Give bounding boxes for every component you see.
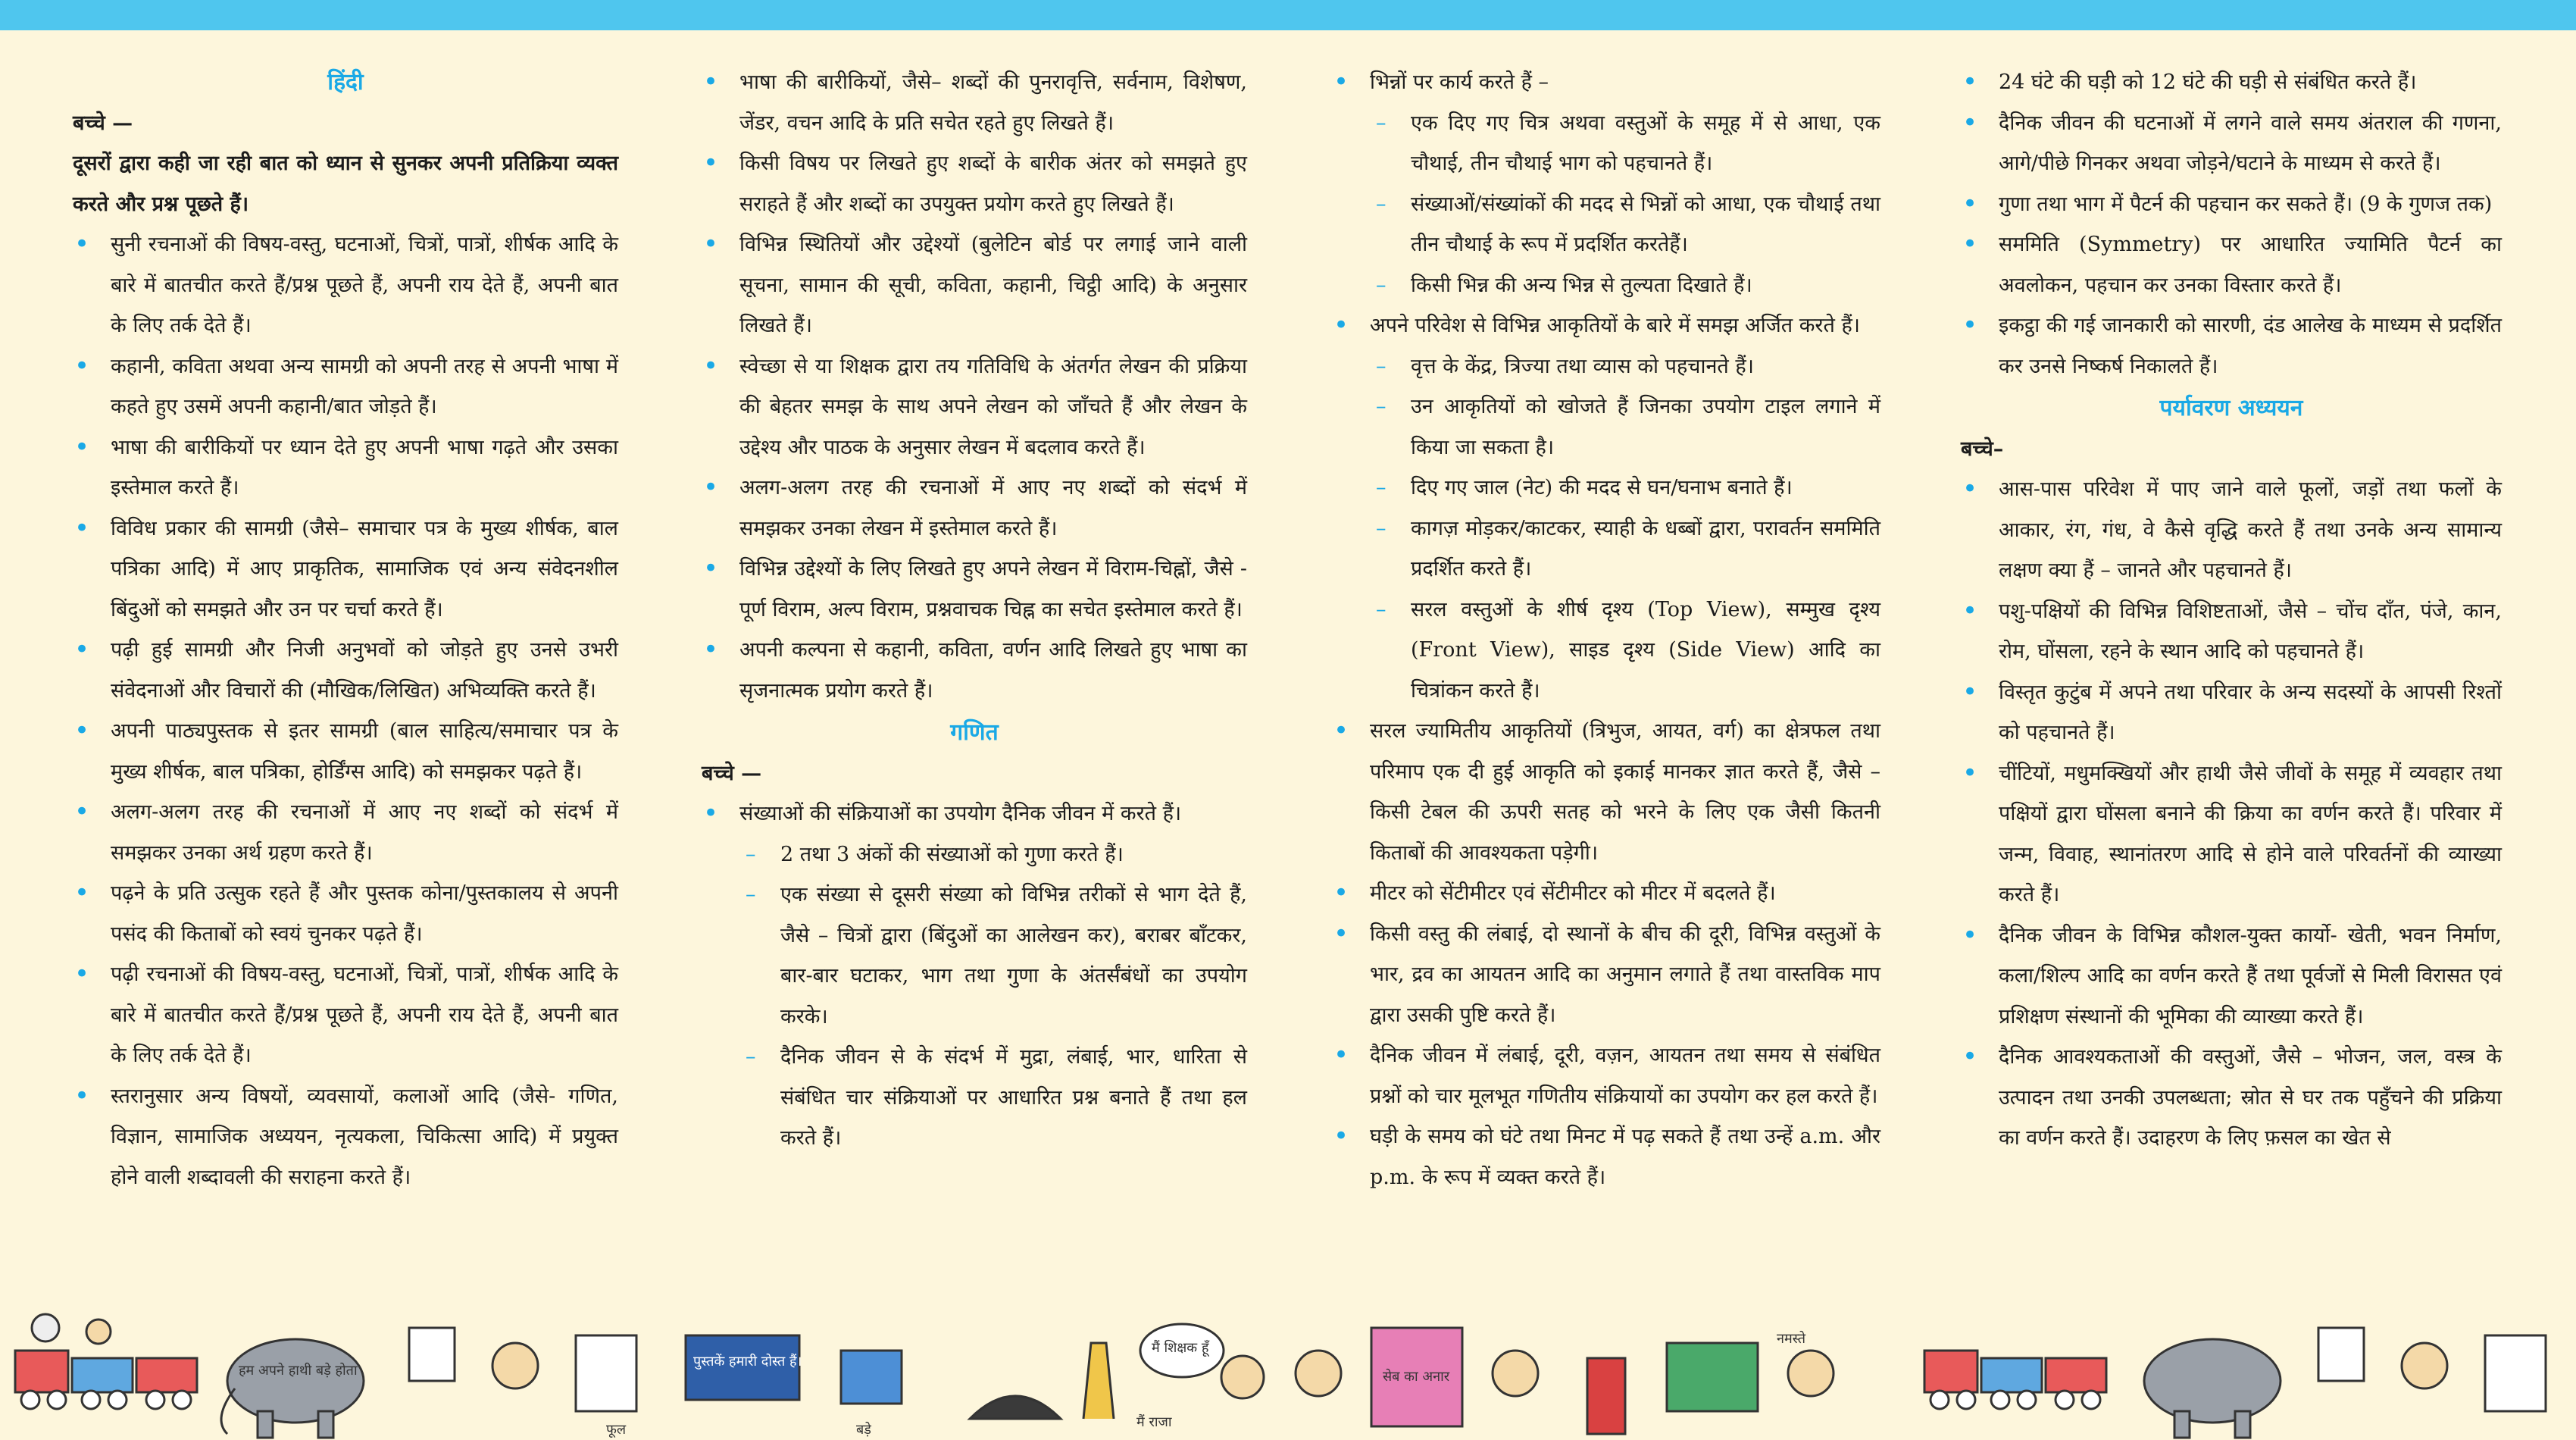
- list-item: • संख्याओं की संक्रियाओं का उपयोग दैनिक जीवन में करते हैं।: [702, 794, 1247, 834]
- giraffe-illustration: [1083, 1343, 1114, 1419]
- sub-list-item: – संख्याओं/संख्यांकों की मदद से भिन्नों को आधा, एक चौथाई तथा तीन चौथाई के रूप में प्रदर्शित करतेहैं।: [1332, 184, 1880, 265]
- column-math-evs: [1961, 62, 2502, 1159]
- sign-illustration: [2318, 1328, 2364, 1381]
- child-illustration: [2402, 1343, 2447, 1388]
- list-item: • आस-पास परिवेश में पाए जाने वाले फूलों, जड़ों तथा फलों के आकार, रंग, गंध, वे कैसे वृद्धि करते हैं तथा उनके अन्य सामान्य लक्षण क्या हैं – जानते और पहचानते हैं।: [1961, 469, 2502, 591]
- strip-label: सेब का अनार: [1383, 1369, 1450, 1385]
- easel-illustration: [576, 1335, 636, 1411]
- map-illustration: [1667, 1343, 1758, 1411]
- list-item: • भिन्नों पर कार्य करते हैं –: [1332, 62, 1880, 103]
- list-item: • अलग-अलग तरह की रचनाओं में आए नए शब्दों को संदर्भ में समझकर उनका अर्थ ग्रहण करते हैं।: [73, 792, 618, 873]
- list-item: • किसी विषय पर लिखते हुए शब्दों के बारीक अंतर को समझते हुए सराहते हैं और शब्दों का उपयुक्त प्रयोग करते हुए लिखते हैं।: [702, 143, 1247, 224]
- hindi-lead-text: दूसरों द्वारा कही जा रही बात को ध्यान से सुनकर अपनी प्रतिक्रिया व्यक्त करते और प्रश्न पूछते हैं।: [73, 152, 618, 216]
- column-hindi-1: [73, 62, 618, 1197]
- children-illustration: [0, 1305, 2576, 1440]
- train-illustration: [15, 1314, 197, 1409]
- list-item: • 24 घंटे की घड़ी को 12 घंटे की घड़ी से संबंधित करते हैं।: [1961, 62, 2502, 103]
- math-list-2: [1332, 62, 1880, 1197]
- sub-list-item: – दैनिक जीवन से के संदर्भ में मुद्रा, लंबाई, भार, धारिता से संबंधित चार संक्रियाओं पर आधारित प्रश्न बनाते हैं तथा हल करते हैं।: [702, 1037, 1247, 1159]
- list-item: • अपनी कल्पना से कहानी, कविता, वर्णन आदि लिखते हुए भाषा का सृजनात्मक प्रयोग करते हैं।: [702, 630, 1247, 711]
- evs-list: [1961, 469, 2502, 1159]
- child-illustration: [492, 1343, 538, 1388]
- list-item: • विभिन्न स्थितियों और उद्देश्यों (बुलेटिन बोर्ड पर लगाई जाने वाली सूचना, सामान की सूची, कविता, कहानी, चिट्ठी आदि) के अनुसार लिखते हैं।: [702, 224, 1247, 346]
- list-item: • पढ़ने के प्रति उत्सुक रहते हैं और पुस्तक कोना/पुस्तकालय से अपनी पसंद की किताबों को स्वयं चुनकर पढ़ते हैं।: [73, 873, 618, 954]
- list-item: • कहानी, कविता अथवा अन्य सामग्री को अपनी तरह से अपनी भाषा में कहते हुए उसमें अपनी कहानी/बात जोड़ते हैं।: [73, 346, 618, 427]
- children-label: बच्चे —: [702, 761, 762, 785]
- strip-label: मैं राजा: [1136, 1414, 1172, 1430]
- column-math-2: [1332, 62, 1880, 1197]
- sub-list-item: – वृत्त के केंद्र, त्रिज्या तथा व्यास को पहचानते हैं।: [1332, 346, 1880, 387]
- list-item: • किसी वस्तु की लंबाई, दो स्थानों के बीच की दूरी, विभिन्न वस्तुओं के भार, द्रव का आयतन आदि का अनुमान लगाते हैं तथा वास्तविक माप द्वारा उसकी पुष्टि करते हैं।: [1332, 914, 1880, 1036]
- strip-label: मैं शिक्षक हूँ: [1152, 1340, 1209, 1356]
- easel-illustration: [2485, 1335, 2546, 1411]
- column-hindi-math: [702, 62, 1247, 1159]
- list-item: • गुणा तथा भाग में पैटर्न की पहचान कर सकते हैं। (9 के गुणज तक): [1961, 184, 2502, 225]
- sub-list-item: – 2 तथा 3 अंकों की संख्याओं को गुणा करते हैं।: [702, 834, 1247, 875]
- list-item: • पढ़ी रचनाओं की विषय-वस्तु, घटनाओं, चित्रों, पात्रों, शीर्षक आदि के बारे में बातचीत करते हैं/प्रश्न पूछते हैं, अपनी राय देते हैं, अपनी बात के लिए तर्क देते हैं।: [73, 954, 618, 1076]
- hindi-list: [73, 224, 618, 1197]
- children-label: बच्चे —: [73, 111, 133, 135]
- list-item: • स्तरानुसार अन्य विषयों, व्यवसायों, कलाओं आदि (जैसे- गणित, विज्ञान, सामाजिक अध्ययन, नृत्यकला, चिकित्सा आदि) में प्रयुक्त होने वाली शब्दावली की सराहना करते हैं।: [73, 1076, 618, 1198]
- sub-list-item: – दिए गए जाल (नेट) की मदद से घन/घनाभ बनाते हैं।: [1332, 468, 1880, 509]
- elephant-illustration: [221, 1339, 364, 1438]
- list-item: • अपने परिवेश से विभिन्न आकृतियों के बारे में समझ अर्जित करते हैं।: [1332, 305, 1880, 346]
- sub-list-item: – सरल वस्तुओं के शीर्ष दृश्य (Top View), सम्मुख दृश्य (Front View), साइड दृश्य (Side View) आदि का चित्रांकन करते हैं।: [1332, 590, 1880, 712]
- list-item: • दैनिक आवश्यकताओं की वस्तुओं, जैसे – भोजन, जल, वस्त्र के उत्पादन तथा उनकी उपलब्धता; स्रोत से घर तक पहुँचने की प्रक्रिया का वर्णन करते हैं। उदाहरण के लिए फ़सल का खेत से: [1961, 1037, 2502, 1159]
- child-illustration: [1221, 1356, 1264, 1398]
- list-item: • स्वेच्छा से या शिक्षक द्वारा तय गतिविधि के अंतर्गत लेखन की प्रक्रिया की बेहतर समझ के साथ अपने लेखन को जाँचते हैं और लेखन के उद्देश्य और पाठक के अनुसार लेखन में बदलाव करते हैं।: [702, 346, 1247, 468]
- list-item: • सरल ज्यामितीय आकृतियों (त्रिभुज, आयत, वर्ग) का क्षेत्रफल तथा परिमाप एक दी हुई आकृति को इकाई मानकर ज्ञात करते हैं, जैसे – किसी टेबल की ऊपरी सतह को भरने के लिए एक जैसी कितनी किताबों की आवश्यकता पड़ेगी।: [1332, 711, 1880, 873]
- illustration-strip: [0, 1305, 2576, 1440]
- list-item: • मीटर को सेंटीमीटर एवं सेंटीमीटर को मीटर में बदलते हैं।: [1332, 873, 1880, 914]
- list-item: • अपनी पाठ्यपुस्तक से इतर सामग्री (बाल साहित्य/समाचार पत्र के मुख्य शीर्षक, बाल पत्रिका, होर्डिंग्स आदि) को समझकर पढ़ते हैं।: [73, 711, 618, 792]
- list-item: • अलग-अलग तरह की रचनाओं में आए नए शब्दों को संदर्भ में समझकर उनका लेखन में इस्तेमाल करते हैं।: [702, 468, 1247, 549]
- list-item: • पढ़ी हुई सामग्री और निजी अनुभवों को जोड़ते हुए उनसे उभरी संवेदनाओं और विचारों की (मौखिक/लिखित) अभिव्यक्ति करते हैं।: [73, 630, 618, 711]
- blue-board-illustration: [841, 1351, 902, 1404]
- hill-illustration: [970, 1396, 1061, 1419]
- sign-illustration: [409, 1328, 455, 1381]
- sub-list-item: – कागज़ मोड़कर/काटकर, स्याही के धब्बों द्वारा, परावर्तन सममिति प्रदर्शित करते हैं।: [1332, 509, 1880, 590]
- list-item: • विस्तृत कुटुंब में अपने तथा परिवार के अन्य सदस्यों के आपसी रिश्तों को पहचानते हैं।: [1961, 672, 2502, 753]
- list-item: • दैनिक जीवन की घटनाओं में लगने वाले समय अंतराल की गणना, आगे/पीछे गिनकर अथवा जोड़ने/घटाने के माध्यम से करते हैं।: [1961, 103, 2502, 184]
- list-item: • भाषा की बारीकियों पर ध्यान देते हुए अपनी भाषा गढ़ते और उसका इस्तेमाल करते हैं।: [73, 427, 618, 509]
- strip-label: हम अपने हाथी बड़े होता: [239, 1363, 358, 1379]
- list-item: • विभिन्न उद्देश्यों के लिए लिखते हुए अपने लेखन में विराम-चिह्नों, जैसे - पूर्ण विराम, अल्प विराम, प्रश्नवाचक चिह्न का सचेत इस्तेमाल करते हैं।: [702, 549, 1247, 630]
- postbox-illustration: [1587, 1358, 1625, 1434]
- list-item: • भाषा की बारीकियों, जैसे– शब्दों की पुनरावृत्ति, सर्वनाम, विशेषण, जेंडर, वचन आदि के प्रति सचेत रहते हुए लिखते हैं।: [702, 62, 1247, 143]
- list-item: • पशु-पक्षियों की विभिन्न विशिष्टताओं, जैसे – चोंच दाँत, पंजे, कान, रोम, घोंसला, रहने के स्थान आदि को पहचानते हैं।: [1961, 591, 2502, 672]
- list-item: • घड़ी के समय को घंटे तथा मिनट में पढ़ सकते हैं तथा उन्हें a.m. और p.m. के रूप में व्यक्त करते हैं।: [1332, 1116, 1880, 1197]
- sub-list-item: – एक दिए गए चित्र अथवा वस्तुओं के समूह में से आधा, एक चौथाई, तीन चौथाई भाग को पहचानते हैं।: [1332, 103, 1880, 184]
- sub-list-item: – उन आकृतियों को खोजते हैं जिनका उपयोग टाइल लगाने में किया जा सकता है।: [1332, 387, 1880, 468]
- strip-label: फूल: [606, 1422, 627, 1438]
- children-label: बच्चे–: [1961, 437, 2004, 461]
- list-item: • दैनिक जीवन में लंबाई, दूरी, वज़न, आयतन तथा समय से संबंधित प्रश्नों को चार मूलभूत गणितीय संक्रियायों का उपयोग कर हल करते हैं।: [1332, 1035, 1880, 1116]
- hindi-list-2: [702, 62, 1247, 711]
- list-item: • विविध प्रकार की सामग्री (जैसे– समाचार पत्र के मुख्य शीर्षक, बाल पत्रिका आदि) में आए प्राकृतिक, सामाजिक एवं अन्य संवेदनशील बिंदुओं को समझते और उन पर चर्चा करते हैं।: [73, 509, 618, 631]
- child-illustration: [1493, 1351, 1538, 1396]
- section-title-hindi: हिंदी: [327, 69, 364, 95]
- list-item: • इकट्ठा की गई जानकारी को सारणी, दंड आलेख के माध्यम से प्रदर्शित कर उनसे निष्कर्ष निकालते हैं।: [1961, 305, 2502, 387]
- child-illustration: [1296, 1351, 1341, 1396]
- math-list-3: [1961, 62, 2502, 387]
- strip-label: बड़े: [856, 1422, 871, 1438]
- train-illustration: [1924, 1351, 2106, 1409]
- strip-label: नमस्ते: [1777, 1331, 1806, 1347]
- sub-list-item: – एक संख्या से दूसरी संख्या को विभिन्न तरीकों से भाग देते हैं, जैसे – चित्रों द्वारा (बिंदुओं का आलेखन कर), बराबर बाँटकर, बार-बार घटाकर, भाग तथा गुणा के अंतर्संबंधों का उपयोग करके।: [702, 875, 1247, 1037]
- list-item: • सुनी रचनाओं की विषय-वस्तु, घटनाओं, चित्रों, पात्रों, शीर्षक आदि के बारे में बातचीत करते हैं/प्रश्न पूछते हैं, अपनी राय देते हैं, अपनी बात के लिए तर्क देते हैं।: [73, 224, 618, 346]
- section-title-math: गणित: [950, 719, 999, 746]
- top-color-bar: [0, 0, 2576, 30]
- list-item: • चींटियों, मधुमक्खियों और हाथी जैसे जीवों के समूह में व्यवहार तथा पक्षियों द्वारा घोंसला बनाने की क्रिया का वर्णन करते हैं। परिवार में जन्म, विवाह, स्थानांतरण आदि से होने वाले परिवर्तनों की व्याख्या करते हैं।: [1961, 753, 2502, 916]
- list-item: • दैनिक जीवन के विभिन्न कौशल-युक्त कार्यो- खेती, भवन निर्माण, कला/शिल्प आदि का वर्णन करते हैं तथा पूर्वजों से मिली विरासत एवं प्रशिक्षण संस्थानों की भूमिका की व्याख्या करते हैं।: [1961, 916, 2502, 1038]
- sub-list-item: – किसी भिन्न की अन्य भिन्न से तुल्यता दिखाते हैं।: [1332, 265, 1880, 306]
- elephant-illustration: [2144, 1339, 2281, 1438]
- child-illustration: [1788, 1351, 1834, 1396]
- strip-label: पुस्तकें हमारी दोस्त हैं।: [693, 1354, 802, 1370]
- list-item: • सममिति (Symmetry) पर आधारित ज्यामिति पैटर्न का अवलोकन, पहचान कर उनका विस्तार करते हैं।: [1961, 224, 2502, 305]
- math-list: [702, 794, 1247, 1159]
- section-title-evs: पर्यावरण अध्ययन: [2159, 395, 2303, 421]
